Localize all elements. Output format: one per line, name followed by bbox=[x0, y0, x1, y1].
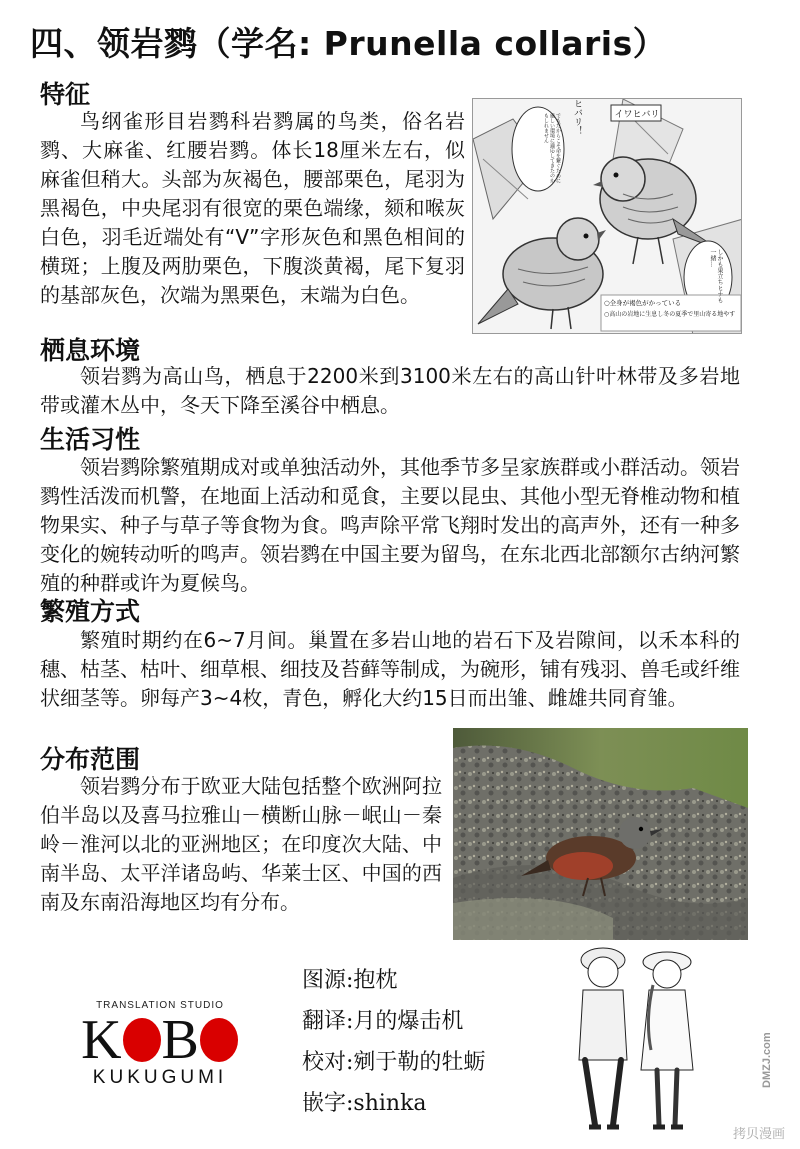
watermark-text: 拷贝漫画 bbox=[733, 1127, 786, 1142]
manga-bubble-top: ヒバリ！ bbox=[572, 99, 582, 135]
manga-bubble-left: でもだからこそ命を繋ぐために厳しい環境に適応してきたのかもしれません bbox=[543, 113, 561, 183]
credit-typesetting: 嵌字:shinka bbox=[302, 1091, 427, 1116]
page-title: 四、领岩鹨（学名: Prunella collaris） bbox=[30, 24, 667, 63]
girls-illustration bbox=[565, 940, 705, 1140]
heading-habits: 生活习性 bbox=[40, 425, 141, 454]
manga-bubble-right: しかも巣立ちヒナも一緒… bbox=[709, 249, 723, 303]
dmzj-logo-text: DMZJ.com bbox=[761, 1032, 773, 1088]
logo-red-circle-1 bbox=[123, 1018, 161, 1062]
credit-translation: 翻译:月的爆击机 bbox=[302, 1009, 464, 1034]
logo-kobo bbox=[60, 1011, 260, 1069]
logo-red-circle-2 bbox=[200, 1018, 238, 1062]
bird-photo bbox=[453, 728, 748, 940]
text-distribution: 领岩鹨分布于欧亚大陆包括整个欧洲阿拉伯半岛以及喜马拉雅山－横断山脉－岷山－秦岭－淮河以北的亚洲地区；在印度次大陆、中南半岛、太平洋诸岛屿、华莱士区、中国的西南及东南沿海地区均有分布。 bbox=[40, 774, 442, 914]
logo-kukugumi: KUKUGUMI bbox=[92, 1067, 228, 1088]
text-habits: 领岩鹨除繁殖期成对或单独活动外，其他季节多呈家族群或小群活动。领岩鹨性活泼而机警，在地面上活动和觅食，主要以昆虫、其他小型无脊椎动物和植物果实、种子与草子等食物为食。鸣声除平常飞翔时发出的高声外，还有一种多变化的婉转动听的鸣声。领岩鹨在中国主要为留鸟，在东北西北部额尔古纳河繁殖的种群或许为夏候鸟。 bbox=[40, 455, 740, 595]
credit-proofreading: 校对:剜于勒的牡蛎 bbox=[302, 1050, 486, 1075]
manga-panel-image bbox=[472, 98, 742, 334]
heading-breeding: 繁殖方式 bbox=[40, 597, 141, 626]
manga-caption-tag: イワヒバリ bbox=[614, 110, 660, 120]
manga-note-2: ○高山の岩地に生息し冬の夏季で里山寄る地やす bbox=[604, 311, 736, 318]
credit-source: 图源:抱枕 bbox=[302, 968, 398, 993]
heading-distribution: 分布范围 bbox=[40, 745, 141, 774]
heading-habitat: 栖息环境 bbox=[40, 336, 141, 365]
text-breeding: 繁殖时期约在6~7月间。巢置在多岩山地的岩石下及岩隙间，以禾本科的穗、枯茎、枯叶、细草根、细技及苔藓等制成，为碗形，铺有残羽、兽毛或纤维状细茎等。卵每产3~4枚，青色，孵化大约15日而出雏、雌雄共同育雏。 bbox=[40, 628, 740, 710]
logo-letter-k: K bbox=[81, 1009, 122, 1071]
dmzj-logo bbox=[755, 1030, 785, 1090]
credits-list bbox=[302, 960, 485, 1124]
text-habitat: 领岩鹨为高山鸟，栖息于2200米到3100米左右的高山针叶林带及多岩地带或灌木丛中，冬天下降至溪谷中栖息。 bbox=[40, 364, 740, 417]
logo-letter-b: B bbox=[161, 1009, 199, 1071]
manga-note-1: ○全身が褐色がかっている bbox=[604, 299, 682, 307]
studio-logo bbox=[60, 1000, 260, 1089]
logo-studio-text: TRANSLATION STUDIO bbox=[96, 1000, 224, 1011]
heading-features: 特征 bbox=[40, 80, 91, 109]
text-features: 鸟纲雀形目岩鹨科岩鹨属的鸟类，俗名岩鹨、大麻雀、红腰岩鹨。体长18厘米左右，似麻雀但稍大。头部为灰褐色，腰部栗色，尾羽为黑褐色，中央尾羽有很宽的栗色端缘，颏和喉灰白色，羽毛近端处有“V”字形灰色和黑色相间的横斑；上腹及两肋栗色，下腹淡黄褐，尾下复羽的基部灰色，次端为黑栗色，末端为白色。 bbox=[40, 109, 465, 307]
